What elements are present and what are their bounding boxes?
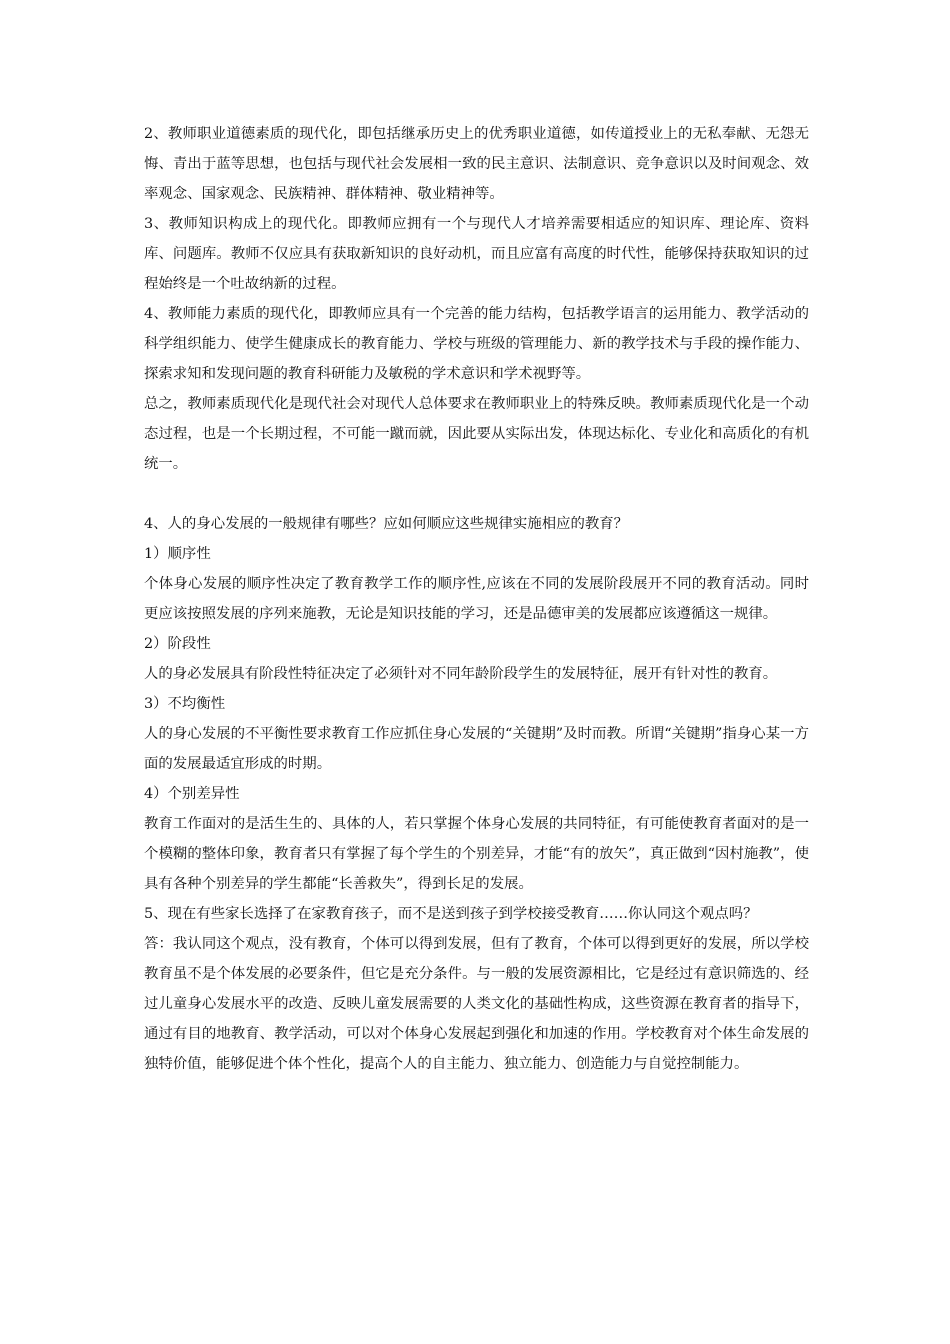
paragraph-answer: 答：我认同这个观点，没有教育，个体可以得到发展，但有了教育，个体可以得到更好的发展，所以学校教育虽不是个体发展的必要条件，但它是充分条件。与一般的发展资源相比，它是经过有意识筛选的、经过儿童身心发展水平的改造、反映儿童发展需要的人类文化的基础性构成，这些资源在教育者的指导下，通过有目的地教育、教学活动，可以对个体身心发展起到强化和加速的作用。学校教育对个体生命发展的独特价值，能够促进个体个性化，提高个人的自主能力、独立能力、创造能力与自觉控制能力。 (144, 936, 809, 1072)
paragraph-sequence: 个体身心发展的顺序性决定了教育教学工作的顺序性,应该在不同的发展阶段展开不同的教育活动。同时更应该按照发展的序列来施教，无论是知识技能的学习，还是品德审美的发展都应该遵循这一规律。 (144, 576, 809, 622)
subheading-imbalance: 3）不均衡性 (144, 696, 226, 712)
paragraph-teacher-ability: 4、教师能力素质的现代化，即教师应具有一个完善的能力结构，包括教学语言的运用能力、教学活动的科学组织能力、使学生健康成长的教育能力、学校与班级的管理能力、新的教学技术与手段的操作能力、探索求知和发现问题的教育科研能力及敏税的学术意识和学术视野等。 (144, 306, 809, 382)
paragraph-imbalance: 人的身心发展的不平衡性要求教育工作应抓住身心发展的“关键期”及时而教。所谓“关键期”指身心某一方面的发展最适宜形成的时期。 (144, 726, 809, 772)
paragraph-summary: 总之，教师素质现代化是现代社会对现代人总体要求在教师职业上的特殊反映。教师素质现代化是一个动态过程，也是一个长期过程，不可能一蹴而就，因此要从实际出发，体现达标化、专业化和高质化的有机统一。 (144, 396, 809, 472)
paragraph-teacher-knowledge: 3、教师知识构成上的现代化。即教师应拥有一个与现代人才培养需要相适应的知识库、理论库、资料库、问题库。教师不仅应具有获取新知识的良好动机，而且应富有高度的时代性，能够保持获取知识的过程始终是一个吐故纳新的过程。 (144, 216, 809, 292)
subheading-individual-difference: 4）个别差异性 (144, 786, 240, 802)
document-page (144, 119, 809, 1079)
question-heading-4: 4、人的身心发展的一般规律有哪些？应如何顺应这些规律实施相应的教育？ (144, 516, 629, 532)
question-heading-5: 5、现在有些家长选择了在家教育孩子，而不是送到孩子到学校接受教育……你认同这个观点吗？ (144, 906, 758, 922)
paragraph-teacher-ethics: 2、教师职业道德素质的现代化，即包括继承历史上的优秀职业道德，如传道授业上的无私奉献、无怨无悔、青出于蓝等思想，也包括与现代社会发展相一致的民主意识、法制意识、竞争意识以及时间观念、效率观念、国家观念、民族精神、群体精神、敬业精神等。 (144, 126, 809, 202)
paragraph-individual-difference: 教育工作面对的是活生生的、具体的人，若只掌握个体身心发展的共同特征，有可能使教育者面对的是一个模糊的整体印象，教育者只有掌握了每个学生的个别差异，才能“有的放矢”，真正做到“因村施教”，使具有各种个别差异的学生都能“长善救失”，得到长足的发展。 (144, 816, 809, 892)
paragraph-spacer (144, 479, 809, 509)
subheading-stage: 2）阶段性 (144, 636, 211, 652)
subheading-sequence: 1）顺序性 (144, 546, 211, 562)
paragraph-stage: 人的身必发展具有阶段性特征决定了必须针对不同年龄阶段学生的发展特征，展开有针对性的教育。 (144, 666, 778, 682)
